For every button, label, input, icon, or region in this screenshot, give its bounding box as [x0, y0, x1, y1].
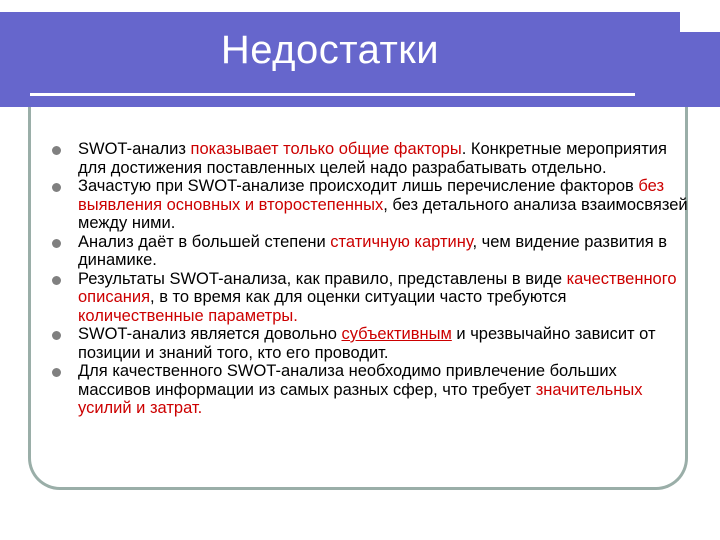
highlighted-text: без выявления основных и второстепенных: [78, 177, 665, 214]
bullet-list: [52, 140, 692, 418]
bullet-item: [52, 325, 692, 362]
highlighted-text: показывает только общие факторы: [190, 140, 462, 158]
highlighted-text: количественные параметры.: [78, 306, 298, 325]
bullet-item: [52, 233, 692, 270]
bullet-text: и чрезвычайно зависит от позиции и знаний того, кто его проводит.: [78, 325, 656, 362]
bullet-dot-icon: [52, 331, 61, 340]
title-bar-corner: [680, 12, 720, 32]
highlighted-text: субъективным: [341, 325, 452, 343]
bullet-item: [52, 177, 692, 233]
bullet-item: [52, 362, 692, 418]
bullet-item: [52, 270, 692, 326]
bullet-dot-icon: [52, 183, 61, 192]
highlighted-text: значительных усилий и затрат.: [78, 380, 643, 417]
bullet-text: Результаты SWOT-анализа, как правило, представлены в виде: [78, 269, 567, 288]
bullet-dot-icon: [52, 239, 61, 248]
bullet-dot-icon: [52, 368, 61, 377]
bullet-text: SWOT-анализ является довольно: [78, 325, 342, 343]
slide-content: [52, 140, 692, 418]
bullet-text: Анализ даёт в большей степени: [78, 232, 331, 251]
slide-title: Недостатки: [220, 28, 440, 72]
highlighted-text: статичную картину: [330, 232, 473, 251]
bullet-dot-icon: [52, 146, 61, 155]
bullet-text: , в то время как для оценки ситуации часто требуются: [150, 288, 567, 306]
bullet-text: , чем видение развития в динамике.: [78, 232, 668, 269]
bullet-text: , без детального анализа взаимосвязей между ними.: [78, 195, 688, 232]
bullet-text: Для качественного SWOT-анализа необходимо привлечение больших массивов информации из самых разных сфер, что требует: [78, 362, 617, 399]
bullet-text: SWOT-анализ: [78, 140, 191, 158]
bullet-text: . Конкретные мероприятия для достижения поставленных целей надо разрабатывать отдельно.: [78, 140, 667, 177]
title-underline: [30, 93, 635, 96]
bullet-item: [52, 140, 692, 177]
highlighted-text: качественного описания: [78, 269, 677, 306]
bullet-dot-icon: [52, 276, 61, 285]
bullet-text: Зачастую при SWOT-анализе происходит лишь перечисление факторов: [78, 177, 639, 195]
